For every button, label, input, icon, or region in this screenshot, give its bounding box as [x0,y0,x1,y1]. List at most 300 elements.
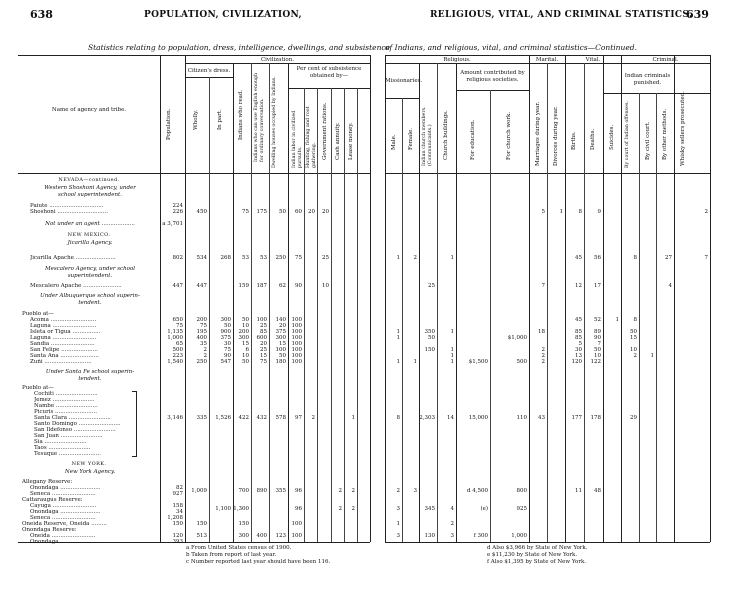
cell-labor: 60 [295,209,302,215]
rations-header: Government rations. [322,102,328,160]
tribe-name: Laguna ......................... [30,335,97,341]
onondaga-dwellings: 123 [275,533,286,539]
cell-dwellings: 100 [275,347,286,353]
whisky-header: Whisky sellers prosecuted. [680,91,686,166]
onondaga-labor: 100 [291,533,302,539]
onondaga-members: 130 [424,533,435,539]
pueblo_santa_fe-inpart: 1,526 [215,415,231,421]
cell-pop: 226 [172,209,183,215]
cell-female: 1 [413,359,417,365]
cell-pop: 447 [172,283,183,289]
onondaga-male: 3 [396,533,400,539]
church-buildings-header: Church buildings. [443,110,449,160]
cell-rations: 10 [322,283,329,289]
pueblo-name: Taos ........................ [34,445,91,451]
cell-pop: 393 [172,539,183,545]
cell-labor: 100 [291,323,302,329]
pueblo_santa_fe-dwellings: 578 [275,415,286,421]
agency-heading: school superintendent. [58,192,122,198]
cell-other: 4 [668,283,672,289]
cell-english: 75 [260,359,267,365]
allegany-dwellings: 355 [275,488,286,494]
cell-pop: 500 [172,347,183,353]
footnote-right-1: d Also $3,966 by State of New York. [487,545,588,551]
tribe-name: Onondaga ....................... [30,509,101,515]
agency-column-header: Name of agency and tribe. [51,107,127,113]
cell-members: 25 [428,283,435,289]
cell-english: 25 [260,323,267,329]
footnote-right-3: f Also $1,395 by State of New York. [487,559,587,565]
allegany-lease: 2 [351,488,355,494]
pueblo-name: San Ildefonso ........................ [34,427,116,433]
cell-labor: 100 [291,317,302,323]
cell-dwellings: 62 [279,283,286,289]
allegany-who_read: 700 [238,488,249,494]
cattaraugus-cash: 2 [338,506,342,512]
cell-pop: 223 [172,353,183,359]
brace [132,391,137,457]
tribe-name: Seneca ......................... [30,491,96,497]
cell-births: 13 [575,353,582,359]
pueblo-name: Picuris ........................ [34,409,98,415]
cell-labor: 100 [291,329,302,335]
cell-suicides: 1 [615,317,619,323]
tribe-name: Cattaraugus Reserve: [22,497,83,503]
cell-buildings: 1 [450,353,454,359]
cell-marriages: 18 [538,329,545,335]
male-header: Male. [391,134,397,150]
allegany-births: 11 [575,488,582,494]
cell-rations: 20 [322,209,329,215]
cell-who_read: 75 [242,209,249,215]
cell-members: 150 [424,347,435,353]
cell-marriages: 2 [541,359,545,365]
tribe-name: Acoma .......................... [30,317,97,323]
footnote-right-2: e $11,230 by State of New York. [487,552,578,558]
cell-who_read: 200 [238,329,249,335]
pueblo_santa_fe-court: 29 [630,415,637,421]
cattaraugus-lease: 2 [351,506,355,512]
cell-wholly: 447 [196,283,207,289]
tribe-name: Mescalero Apache ...................... [30,283,122,289]
onondaga-wholly: 513 [196,533,207,539]
cell-rations: 25 [322,255,329,261]
allegany-labor: 96 [295,488,302,494]
cell-wholly: 200 [196,317,207,323]
pueblo-name: Santa Clara ........................ [34,415,111,421]
cell-court: 50 [630,329,637,335]
allegany-education: d 4,500 [466,488,488,494]
cell-inpart: 375 [220,335,231,341]
cell-who_read: 50 [242,317,249,323]
agency-heading: Under Albuquerque school superin- [40,293,140,299]
cell-inpart: 75 [224,347,231,353]
cell-inpart: 50 [224,323,231,329]
pueblo_santa_fe-education: 15,000 [468,415,488,421]
divorces-header: Divorces during year. [553,106,559,166]
allegany-deaths: 48 [594,488,601,494]
tribe-name: Isleta or Tigua ................ [30,329,101,335]
tribe-name: Seneca ......................... [30,515,96,521]
cell-pop: 82 [176,485,183,491]
cell-wholly: 75 [200,323,207,329]
lease-header: Lease money. [348,122,354,160]
tribe-name: Sandia ......................... [30,341,95,347]
cell-labor: 100 [291,341,302,347]
pueblo_santa_fe-church: 110 [516,415,527,421]
cell-dwellings: 300 [275,335,286,341]
footnote-left-3: c Number reported last year should have been 116. [186,559,331,565]
cell-english: 25 [260,347,267,353]
cell-pop: 34 [176,509,183,515]
cell-who_read: 53 [242,255,249,261]
cell-labor: 100 [291,335,302,341]
labor-header: Indian labor in civilized pursuits. [292,110,303,168]
cell-wholly: 2 [203,353,207,359]
tribe-name: Zuñi ........................... [30,359,92,365]
oneida-male: 1 [396,521,400,527]
cell-inpart: 30 [224,341,231,347]
pueblo-name: Jemez ........................ [34,397,95,403]
cattaraugus-church: 925 [516,506,527,512]
cell-labor: 100 [291,353,302,359]
births-header: Births. [571,131,577,150]
onondaga-who_read: 300 [238,533,249,539]
cell-dwellings: 140 [275,317,286,323]
cell-labor: 100 [291,347,302,353]
onondaga-church: 1,000 [511,533,527,539]
cell-labor: 75 [295,255,302,261]
allegany-wholly: 1,009 [191,488,207,494]
footnote-left-2: b Taken from report of last year. [186,552,277,558]
cell-other: 27 [665,255,672,261]
pct-subsistence-header: Per cent of subsistence obtained by— [296,66,362,79]
cell-pop: 158 [172,503,183,509]
cell-court: 15 [630,335,637,341]
cell-english: 20 [260,341,267,347]
cell-english: 175 [256,209,267,215]
cell-wholly: 2 [203,347,207,353]
pueblo_santa_fe-wholly: 335 [196,415,207,421]
criminal-header: Criminal. [652,57,679,63]
cell-hunting: 20 [308,209,315,215]
pueblo-name: Santo Domingo ........................ [34,421,121,427]
female-header: Female. [408,127,414,150]
allegany-english: 890 [256,488,267,494]
cell-whisky: 7 [704,255,708,261]
cell-dwellings: 375 [275,329,286,335]
cell-pop: 1,540 [167,359,183,365]
pueblo-name: San Juan ........................ [34,433,103,439]
cell-wholly: 400 [196,335,207,341]
tribe-name: Onondaga ....................... [30,485,101,491]
cell-deaths: 9 [597,209,601,215]
cell-education: $1,500 [468,359,488,365]
cell-wholly: 195 [196,329,207,335]
cell-deaths: 7 [597,341,601,347]
cell-english: 53 [260,255,267,261]
cell-english: 15 [260,353,267,359]
cell-pop: 65 [176,341,183,347]
cell-pop: 802 [172,255,183,261]
cell-deaths: 90 [594,335,601,341]
state-heading: NEW MEXICO. [67,232,111,238]
amount-contributed-header: Amount contributed by religious societies. [460,70,525,83]
state-heading: NEVADA—continued. [58,177,120,183]
cell-buildings: 1 [450,347,454,353]
court-offenses-header: By court of Indian offenses. [625,101,630,168]
cell-buildings: 1 [450,255,454,261]
tribe-name: Oneida Reserve, Oneida ......... [22,521,107,527]
church-members-header: Indian church members. (Communicants.) [422,106,433,166]
cell-inpart: 900 [220,329,231,335]
cell-church: 500 [516,359,527,365]
cattaraugus-members: 345 [424,506,435,512]
cell-births: 12 [575,283,582,289]
cell-births: 8 [578,209,582,215]
cell-dwellings: 50 [279,353,286,359]
tribe-name: Santa Ana ...................... [30,353,99,359]
allegany-church: 800 [516,488,527,494]
cell-births: 45 [575,317,582,323]
pueblo-name: Sia ........................ [34,439,87,445]
cell-court: 10 [630,347,637,353]
cell-births: 30 [575,347,582,353]
cell-who_read: 159 [238,283,249,289]
cell-male: 1 [396,329,400,335]
cell-pop: 1,135 [167,329,183,335]
missionaries-header: Missionaries. [385,78,423,84]
agency-heading: Mescalero Agency, under school [44,266,136,272]
allegany-male: 2 [396,488,400,494]
footnote-left-1: a From United States census of 1900. [186,545,292,551]
pueblo_santa_fe-male: 8 [396,415,400,421]
oneida-buildings: 2 [450,521,454,527]
suicides-header: Suicides. [609,124,615,150]
cell-dwellings: 50 [279,209,286,215]
agency-heading: Under Santa Fe school superin- [45,369,135,375]
cell-pop: 927 [172,491,183,497]
left-page-number: 638 [30,8,53,21]
education-header: For education. [470,119,476,160]
pueblo_santa_fe-english: 432 [256,415,267,421]
cell-deaths: 89 [594,329,601,335]
religious-header: Religious. [443,57,471,63]
tribe-name: Pueblo at— [22,385,54,391]
state-heading: NEW YORK. [71,461,107,467]
pueblo_santa_fe-buildings: 14 [447,415,454,421]
cell-dwellings: 20 [279,323,286,329]
in-part-header: In part. [217,109,223,130]
tribe-name: San Felipe ..................... [30,347,98,353]
cell-pop: 224 [172,203,183,209]
cell-births: 85 [575,329,582,335]
cash-header: Cash annuity. [335,122,341,160]
cell-pop: 1,000 [167,335,183,341]
cell-labor: 90 [295,283,302,289]
tribe-name: Cayuga ......................... [30,503,97,509]
cell-wholly: 450 [196,209,207,215]
cell-female: 2 [413,255,417,261]
right-page-number: 639 [686,8,709,21]
right-page-title: RELIGIOUS, VITAL, AND CRIMINAL STATISTICS. [430,10,693,20]
pueblo_santa_fe-deaths: 178 [590,415,601,421]
oneida-labor: 100 [291,521,302,527]
agency-heading: tendent. [78,376,102,382]
citizens-dress-header: Citizen's dress. [187,68,231,74]
oneida-wholly: 150 [196,521,207,527]
cell-wholly: 250 [196,359,207,365]
cell-wholly: 35 [200,341,207,347]
onondaga-english: 400 [256,533,267,539]
onondaga-buildings: 3 [450,533,454,539]
cell-members: 350 [424,329,435,335]
use-english-header: Indians who can use English enough for ordinary conversation. [254,72,265,162]
cell-court: 8 [633,317,637,323]
cell-english: 100 [256,317,267,323]
cell-dwellings: 15 [279,341,286,347]
cell-pop: 650 [172,317,183,323]
agency-heading: superintendent. [67,273,113,279]
cell-court: 8 [633,255,637,261]
cell-births: 120 [571,359,582,365]
cell-pop: 150 [172,521,183,527]
cattaraugus-male: 3 [396,506,400,512]
civil-court-header: By civil court. [645,121,651,160]
agency-heading: New York Agency. [64,469,116,475]
pueblo_santa_fe-members: 2,303 [419,415,435,421]
hunting-header: Hunting, fishing and root gathering. [306,106,317,168]
cell-who_read: 10 [242,323,249,329]
cell-marriages: 5 [541,209,545,215]
cell-deaths: 122 [590,359,601,365]
tribe-name: Jicarilla Apache ....................... [30,255,116,261]
cell-church: $1,000 [507,335,527,341]
cell-english: 187 [256,283,267,289]
marriages-header: Marriages during year. [535,101,541,166]
cell-births: 85 [575,335,582,341]
agency-heading: Not under an agent ................... [45,221,135,227]
tribe-name: Allegany Reserve: [22,479,73,485]
left-subtitle: Statistics relating to population, dress, intelligence, dwellings, and subsistence [88,43,391,52]
cell-inpart: 300 [220,317,231,323]
other-methods-header: By other methods. [662,108,668,160]
cell-members: 50 [428,335,435,341]
pueblo_santa_fe-who_read: 422 [238,415,249,421]
pueblo_santa_fe-births: 177 [571,415,582,421]
agency-heading: tendent. [78,300,102,306]
cell-births: 45 [575,255,582,261]
cell-who_read: 10 [242,353,249,359]
cell-pop: 120 [172,533,183,539]
cell-marriages: 2 [541,353,545,359]
cell-divorces: 1 [559,209,563,215]
cell-pop: a 3,701 [162,221,183,227]
civilization-header: Civilization. [260,57,295,63]
cell-pop: 75 [176,323,183,329]
cell-buildings: 1 [450,359,454,365]
cattaraugus-inpart: 1,100 [215,506,231,512]
church-work-header: For church work. [506,111,512,160]
cell-labor: 100 [291,359,302,365]
tribe-name: Onondaga Reserve: [22,527,77,533]
cattaraugus-who_read: 1,300 [233,506,249,512]
cattaraugus-buildings: 4 [450,506,454,512]
pueblo_santa_fe-hunting: 2 [311,415,315,421]
tribe-name: Oneida ......................... [30,533,96,539]
cell-who_read: 50 [242,359,249,365]
cell-male: 1 [396,255,400,261]
pueblo_santa_fe-pop: 3,146 [167,415,183,421]
allegany-cash: 2 [338,488,342,494]
oneida-who_read: 150 [238,521,249,527]
cell-male: 1 [396,335,400,341]
cell-who_read: 15 [242,341,249,347]
pueblo_santa_fe-lease: 1 [351,415,355,421]
pueblo_santa_fe-marriages: 43 [538,415,545,421]
criminals-punished-header: Indian criminals punished. [624,73,671,86]
cell-deaths: 52 [594,317,601,323]
who-read-header: Indians who read. [238,89,244,140]
wholly-header: Wholly. [193,109,199,130]
cell-deaths: 17 [594,283,601,289]
cell-dwellings: 180 [275,359,286,365]
cell-births: 5 [578,341,582,347]
onondaga-education: f 300 [473,533,488,539]
right-subtitle: of Indians, and religious, vital, and criminal statistics—Continued. [385,43,637,52]
cell-english: 600 [256,335,267,341]
agency-heading: Jicarilla Agency. [67,240,113,246]
cell-deaths: 56 [594,255,601,261]
pueblo-name: Nambe ........................ [34,403,98,409]
cell-male: 1 [396,359,400,365]
cell-wholly: 534 [196,255,207,261]
cell-who_read: 6 [245,347,249,353]
tribe-name: Onondaga ....................... [30,539,101,545]
pueblo-name: Tesuque ........................ [34,451,101,457]
cell-english: 85 [260,329,267,335]
dwellings-header: Dwelling houses occupied by Indians. [272,76,277,168]
marital-header: Marital. [535,57,559,63]
cell-inpart: 268 [220,255,231,261]
cell-marriages: 2 [541,347,545,353]
cell-whisky: 2 [704,209,708,215]
pueblo-name: Cochiti ........................ [34,391,98,397]
cell-marriages: 7 [541,283,545,289]
agency-heading: Western Shoshoni Agency, under [44,185,136,191]
cell-court: 2 [633,353,637,359]
cell-deaths: 10 [594,353,601,359]
tribe-name: Pueblo at— [22,311,54,317]
cattaraugus-education: (e) [480,506,488,512]
cell-buildings: 1 [450,329,454,335]
left-page-title: POPULATION, CIVILIZATION, [144,10,302,20]
cell-deaths: 50 [594,347,601,353]
tribe-name: Shoshoni ............................. [30,209,109,215]
cell-pop: 1,208 [167,515,183,521]
cell-dwellings: 250 [275,255,286,261]
allegany-female: 3 [413,488,417,494]
population-header: Population. [166,108,172,140]
tribe-name: Paiute ............................... [30,203,104,209]
deaths-header: Deaths. [590,128,596,150]
vital-header: Vital. [585,57,601,63]
cell-inpart: 547 [220,359,231,365]
cell-who_read: 300 [238,335,249,341]
cell-inpart: 90 [224,353,231,359]
cattaraugus-labor: 96 [295,506,302,512]
tribe-name: Laguna ......................... [30,323,97,329]
